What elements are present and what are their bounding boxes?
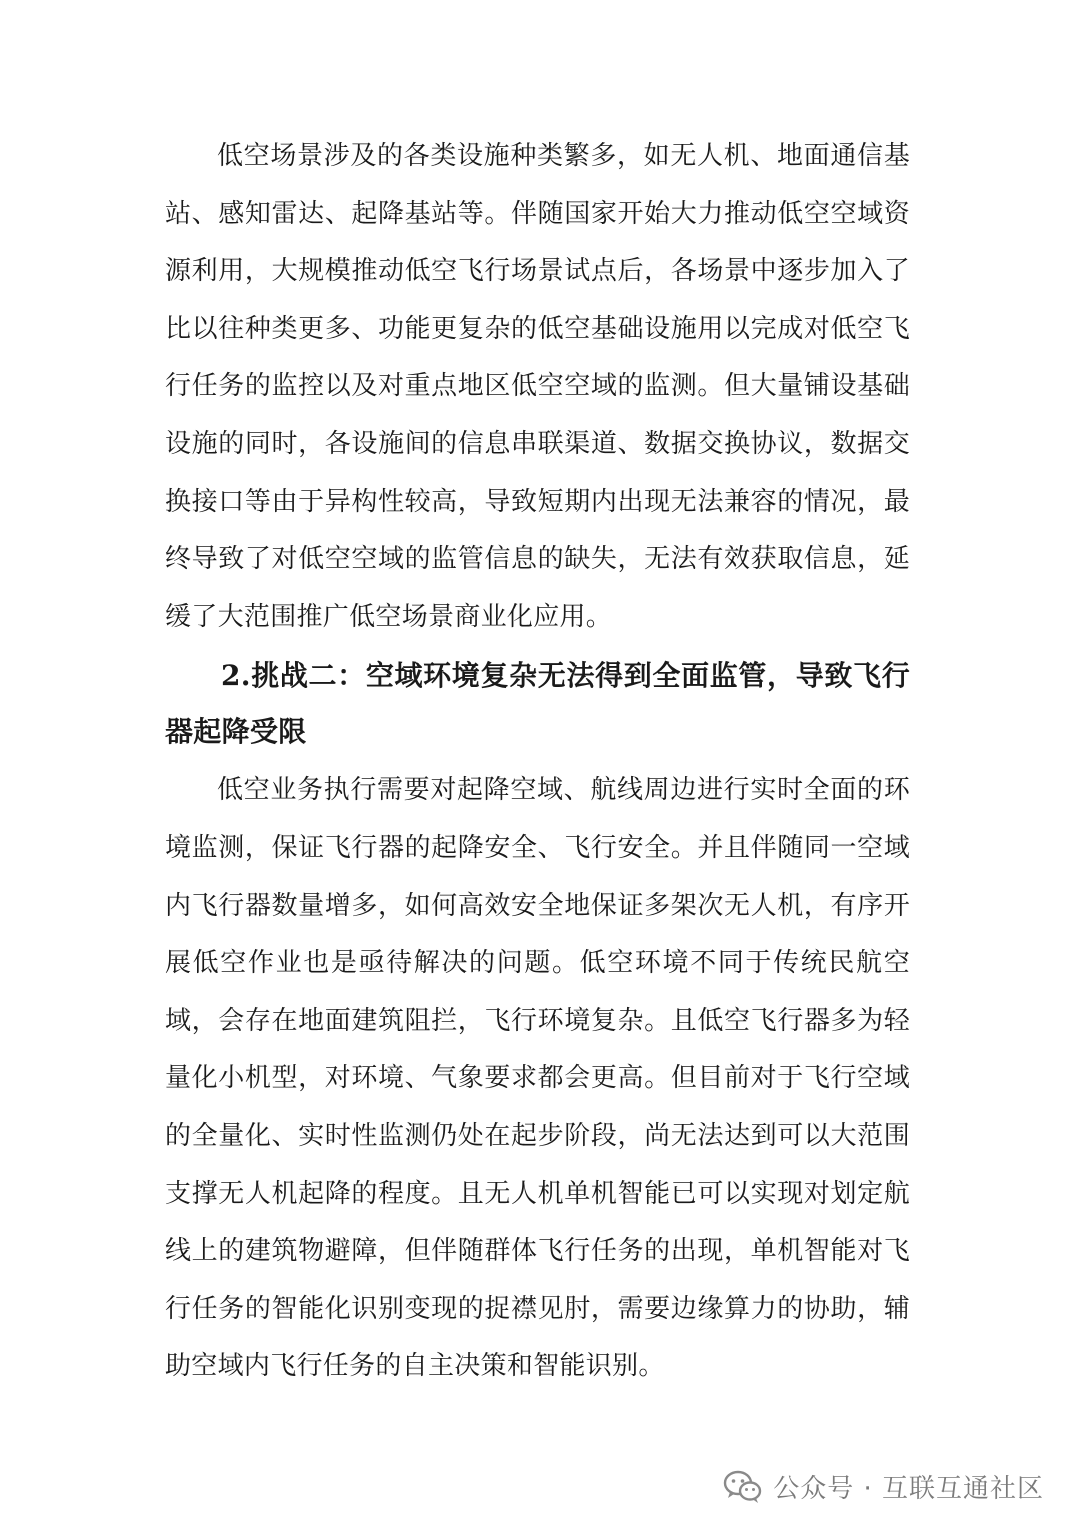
watermark-text: 公众号 · 互联互通社区 (773, 1474, 1044, 1504)
wechat-logo-icon (723, 1470, 763, 1504)
document-body (165, 128, 910, 1396)
section-heading-challenge-2: 2.挑战二：空域环境复杂无法得到全面监管，导致飞行器起降受限 (165, 659, 910, 749)
watermark (723, 1468, 1044, 1505)
paragraph-1: 低空场景涉及的各类设施种类繁多，如无人机、地面通信基站、感知雷达、起降基站等。伴随国家开始大力推动低空空域资源利用，大规模推动低空飞行场景试点后，各场景中逐步加入了比以往种类更多、功能更复杂的低空基础设施用以完成对低空飞行任务的监控以及对重点地区低空空域的监测。但大量铺设基础设施的同时，各设施间的信息串联渠道、数据交换协议，数据交换接口等由于异构性较高，导致短期内出现无法兼容的情况，最终导致了对低空空域的监管信息的缺失，无法有效获取信息，延缓了大范围推广低空场景商业化应用。 (165, 141, 910, 632)
paragraph-2: 低空业务执行需要对起降空域、航线周边进行实时全面的环境监测，保证飞行器的起降安全、飞行安全。并且伴随同一空域内飞行器数量增多，如何高效安全地保证多架次无人机，有序开展低空作业也是亟待解决的问题。低空环境不同于传统民航空域，会存在地面建筑阻拦，飞行环境复杂。且低空飞行器多为轻量化小机型，对环境、气象要求都会更高。但目前对于飞行空域的全量化、实时性监测仍处在起步阶段，尚无法达到可以大范围支撑无人机起降的程度。且无人机单机智能已可以实现对划定航线上的建筑物避障，但伴随群体飞行任务的出现，单机智能对飞行任务的智能化识别变现的捉襟见肘，需要边缘算力的协助，辅助空域内飞行任务的自主决策和智能识别。 (165, 775, 910, 1382)
